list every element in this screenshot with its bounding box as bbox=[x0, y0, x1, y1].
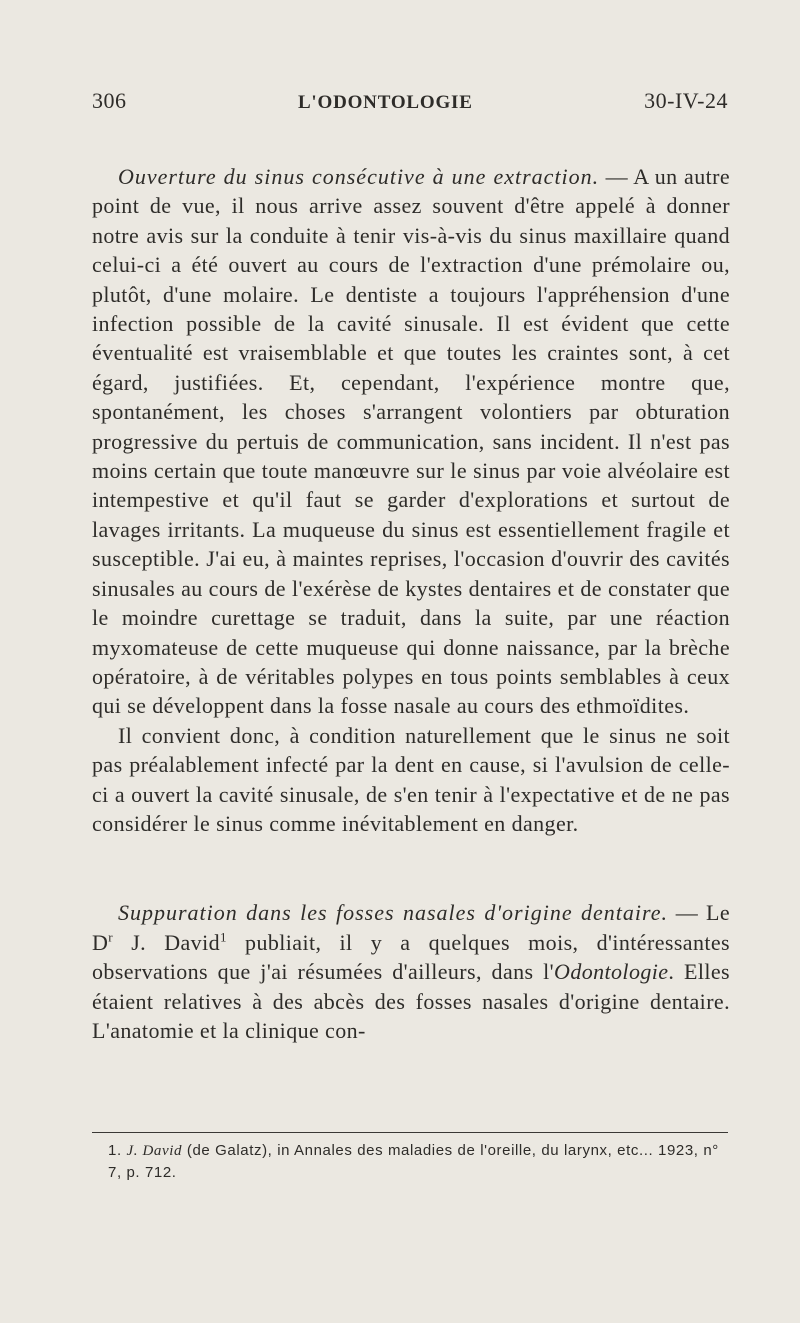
journal-reference: Odontologie bbox=[554, 959, 669, 985]
body-text bbox=[92, 162, 730, 1045]
section2-paragraph: Suppuration dans les fosses nasales d'origine dentaire. — Le $D^r$ J. David$^1$ publiait, il y a quelques mois, d'intéressantes observations que j'ai résumées d'ailleurs, dans l'Odontologie. Elles étaient relatives à des abcès des fosses nasales d'origine dentaire. L'anatomie et la clinique con- bbox=[92, 900, 730, 1043]
section1-paragraph1-text: — A un autre point de vue, il nous arrive assez souvent d'être appelé à donner notre avis sur la conduite à tenir vis-à-vis du sinus maxillaire quand celui-ci a été ouvert au cours de l'extraction d'une prémolaire ou, plutôt, d'une molaire. Le dentiste a toujours l'appréhension d'une infection possible de la cavité sinusale. Il est évident que cette éventualité est vraisemblable et que toutes les craintes sont, à cet égard, justifiées. Et, cependant, l'expérience montre que, spontanément, les choses s'arrangent volontiers par obturation progressive du pertuis de communication, sans incident. Il n'est pas moins certain que toute manœuvre sur le sinus par voie alvéolaire est intempestive et qu'il faut se garder d'explorations et surtout de lavages irritants. La muqueuse du sinus est essentiellement fragile et susceptible. J'ai eu, à maintes reprises, l'occasion d'ouvrir des cavités sinusales au cours de l'exérèse de kystes dentaires et de constater que le moindre curettage se traduit, dans la suite, par une réaction myxomateuse de cette muqueuse qui donne naissance, par la brèche opératoire, à de véritables polypes en tous points semblables à ceux qui se développent dans la fosse nasale au cours des ethmoïdites. bbox=[92, 164, 730, 719]
footnote-text: (de Galatz), in Annales des maladies de l'oreille, du larynx, etc... 1923, n° 7, p. 712. bbox=[108, 1142, 719, 1181]
page-number: 306 bbox=[92, 88, 127, 113]
journal-title: L'ODONTOLOGIE bbox=[297, 92, 473, 113]
footnote-rule bbox=[92, 1132, 728, 1133]
footnote-number: 1. bbox=[108, 1142, 127, 1159]
issue-date: 30-IV-24 bbox=[644, 88, 728, 113]
section1-paragraph1 bbox=[92, 162, 730, 721]
section1-paragraph2: Il convient donc, à condition naturellement que le sinus ne soit pas préalablement infecté par la dent en cause, si l'avulsion de celle-ci a ouvert la cavité sinusale, de s'en tenir à l'expectative et de ne pas considérer le sinus comme inévitablement en danger. bbox=[92, 722, 730, 836]
footnote-marker: 1 bbox=[219, 929, 227, 945]
section1-title: Ouverture du sinus consécutive à une extraction. bbox=[118, 164, 600, 189]
footnote-author: J. David bbox=[126, 1143, 183, 1159]
running-header bbox=[92, 88, 728, 114]
doctor-abbrev-sup: r bbox=[108, 929, 114, 945]
footnote bbox=[108, 1140, 730, 1183]
section2-title: Suppuration dans les fosses nasales d'origine dentaire. bbox=[118, 900, 668, 926]
